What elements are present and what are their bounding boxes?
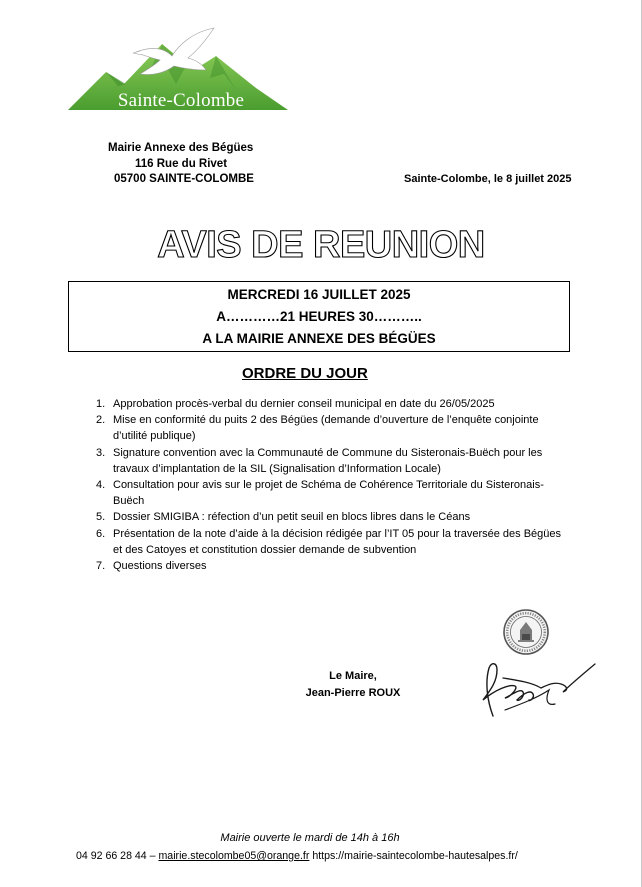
- seal-icon: [502, 608, 550, 656]
- agenda-item-number: 2.: [96, 414, 106, 427]
- logo-text: Sainte-Colombe: [117, 90, 245, 111]
- agenda-item-number: 3.: [96, 446, 106, 459]
- agenda-item-text: Dossier SMIGIBA : réfection d’un petit seuil en blocs libres dans le Céans: [113, 511, 471, 524]
- agenda-item-number: 5.: [96, 511, 106, 524]
- page-title: AVIS DE REUNION: [157, 224, 485, 266]
- signatory-block: [288, 668, 418, 702]
- agenda-title: ORDRE DU JOUR: [242, 365, 368, 382]
- town-logo: [66, 26, 290, 114]
- agenda-item: [92, 445, 572, 477]
- opening-hours: Mairie ouverte le mardi de 14h à 16h: [220, 832, 400, 844]
- meeting-time: A…………21 HEURES 30………..: [216, 309, 422, 324]
- agenda-item-text: Mise en conformité du puits 2 des Bégües (demande d’ouverture de l’enquête conjointe d’utilité publique): [113, 414, 539, 443]
- agenda-item-text: Signature convention avec la Communauté de Commune du Sisteronais-Buëch pour les travaux d’implantation de la SIL (Signalisation d’Information Locale): [113, 446, 543, 475]
- email-link[interactable]: mairie.stecolombe05@orange.fr: [158, 850, 310, 862]
- agenda-item-number: 7.: [96, 560, 106, 573]
- agenda-item: [92, 412, 572, 444]
- sender-street: 116 Rue du Rivet: [135, 157, 228, 170]
- agenda-item: [92, 477, 572, 509]
- agenda-item-number: 6.: [96, 527, 106, 540]
- agenda-list: [92, 396, 572, 574]
- agenda-item-text: Approbation procès-verbal du dernier conseil municipal en date du 26/05/2025: [113, 398, 495, 410]
- signatory-name: Jean-Pierre ROUX: [305, 687, 401, 699]
- sender-city: 05700 SAINTE-COLOMBE: [114, 173, 254, 185]
- agenda-item-text: Présentation de la note d’aide à la décision rédigée par l’IT 05 pour la traversée des Bégües et des Catoyes et constitution dossier demande de subvention: [113, 527, 562, 556]
- signatory-role: Le Maire,: [329, 670, 377, 682]
- agenda-item-number: 4.: [96, 479, 106, 492]
- sender-address: [108, 141, 254, 188]
- phone-number: 04 92 66 28 44 –: [76, 850, 159, 862]
- meeting-details-box: [68, 281, 570, 352]
- agenda-item-text: Questions diverses: [113, 560, 207, 573]
- agenda-item: [92, 396, 572, 412]
- signature-icon: [475, 654, 597, 724]
- agenda-item: [92, 558, 572, 574]
- meeting-day: MERCREDI 16 JUILLET 2025: [227, 287, 411, 302]
- date-line: Sainte-Colombe, le 8 juillet 2025: [404, 173, 572, 185]
- agenda-item-number: 1.: [96, 398, 106, 410]
- sender-name: Mairie Annexe des Bégües: [108, 142, 254, 154]
- agenda-item: [92, 509, 572, 525]
- agenda-item-text: Consultation pour avis sur le projet de Schéma de Cohérence Territoriale du Sisteronais-Buëch: [113, 479, 544, 508]
- website-link[interactable]: https://mairie-saintecolombe-hautesalpes.fr/: [309, 850, 518, 862]
- meeting-place: A LA MAIRIE ANNEXE DES BÉGÜES: [202, 331, 436, 346]
- contact-line: [76, 850, 518, 862]
- handwritten-signature: [475, 654, 597, 729]
- agenda-item: [92, 526, 572, 558]
